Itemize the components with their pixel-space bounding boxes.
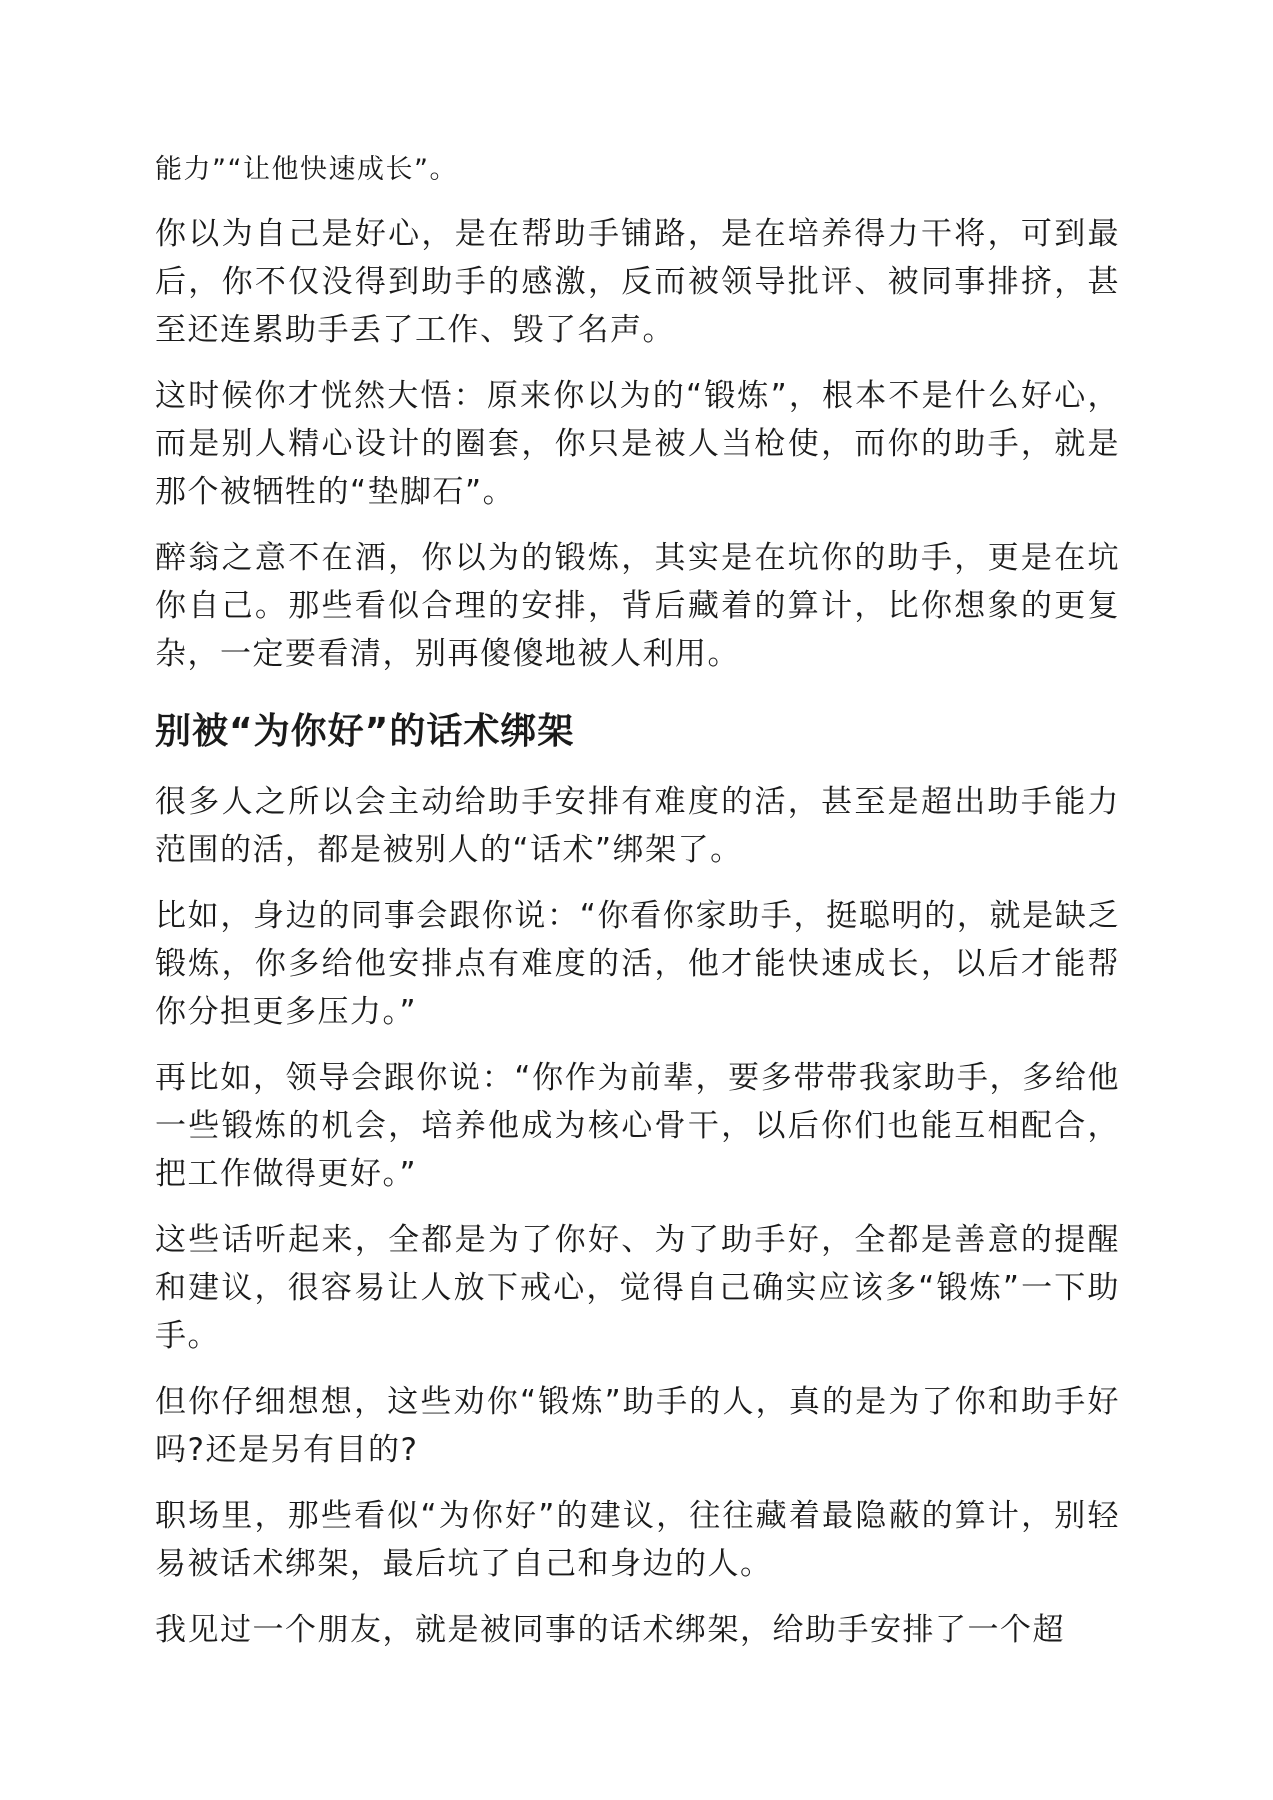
paragraph: 但你仔细想想，这些劝你“锻炼”助手的人，真的是为了你和助手好吗?还是另有目的? xyxy=(155,1384,1120,1468)
paragraph: 比如，身边的同事会跟你说：“你看你家助手，挺聪明的，就是缺乏锻炼，你多给他安排点有难度的活，他才能快速成长，以后才能帮你分担更多压力。” xyxy=(155,898,1120,1030)
paragraph: 这时候你才恍然大悟：原来你以为的“锻炼”，根本不是什么好心，而是别人精心设计的圈套，你只是被人当枪使，而你的助手，就是那个被牺牲的“垫脚石”。 xyxy=(155,378,1120,510)
paragraph: 这些话听起来，全都是为了你好、为了助手好，全都是善意的提醒和建议，很容易让人放下戒心，觉得自己确实应该多“锻炼”一下助手。 xyxy=(155,1222,1120,1354)
paragraph: 再比如，领导会跟你说：“你作为前辈，要多带带我家助手，多给他一些锻炼的机会，培养他成为核心骨干，以后你们也能互相配合，把工作做得更好。” xyxy=(155,1060,1120,1192)
section-heading: 别被“为你好”的话术绑架 xyxy=(155,711,575,752)
paragraph: 我见过一个朋友，就是被同事的话术绑架，给助手安排了一个超 xyxy=(155,1612,1065,1648)
paragraph: 能力”“让他快速成长”。 xyxy=(155,154,458,185)
paragraph: 醉翁之意不在酒，你以为的锻炼，其实是在坑你的助手，更是在坑你自己。那些看似合理的安排，背后藏着的算计，比你想象的更复杂，一定要看清，别再傻傻地被人利用。 xyxy=(155,540,1120,672)
document-body xyxy=(155,150,1120,1672)
paragraph: 职场里，那些看似“为你好”的建议，往往藏着最隐蔽的算计，别轻易被话术绑架，最后坑了自己和身边的人。 xyxy=(155,1498,1120,1582)
paragraph: 你以为自己是好心，是在帮助手铺路，是在培养得力干将，可到最后，你不仅没得到助手的感激，反而被领导批评、被同事排挤，甚至还连累助手丢了工作、毁了名声。 xyxy=(155,216,1120,348)
paragraph: 很多人之所以会主动给助手安排有难度的活，甚至是超出助手能力范围的活，都是被别人的“话术”绑架了。 xyxy=(155,784,1120,868)
